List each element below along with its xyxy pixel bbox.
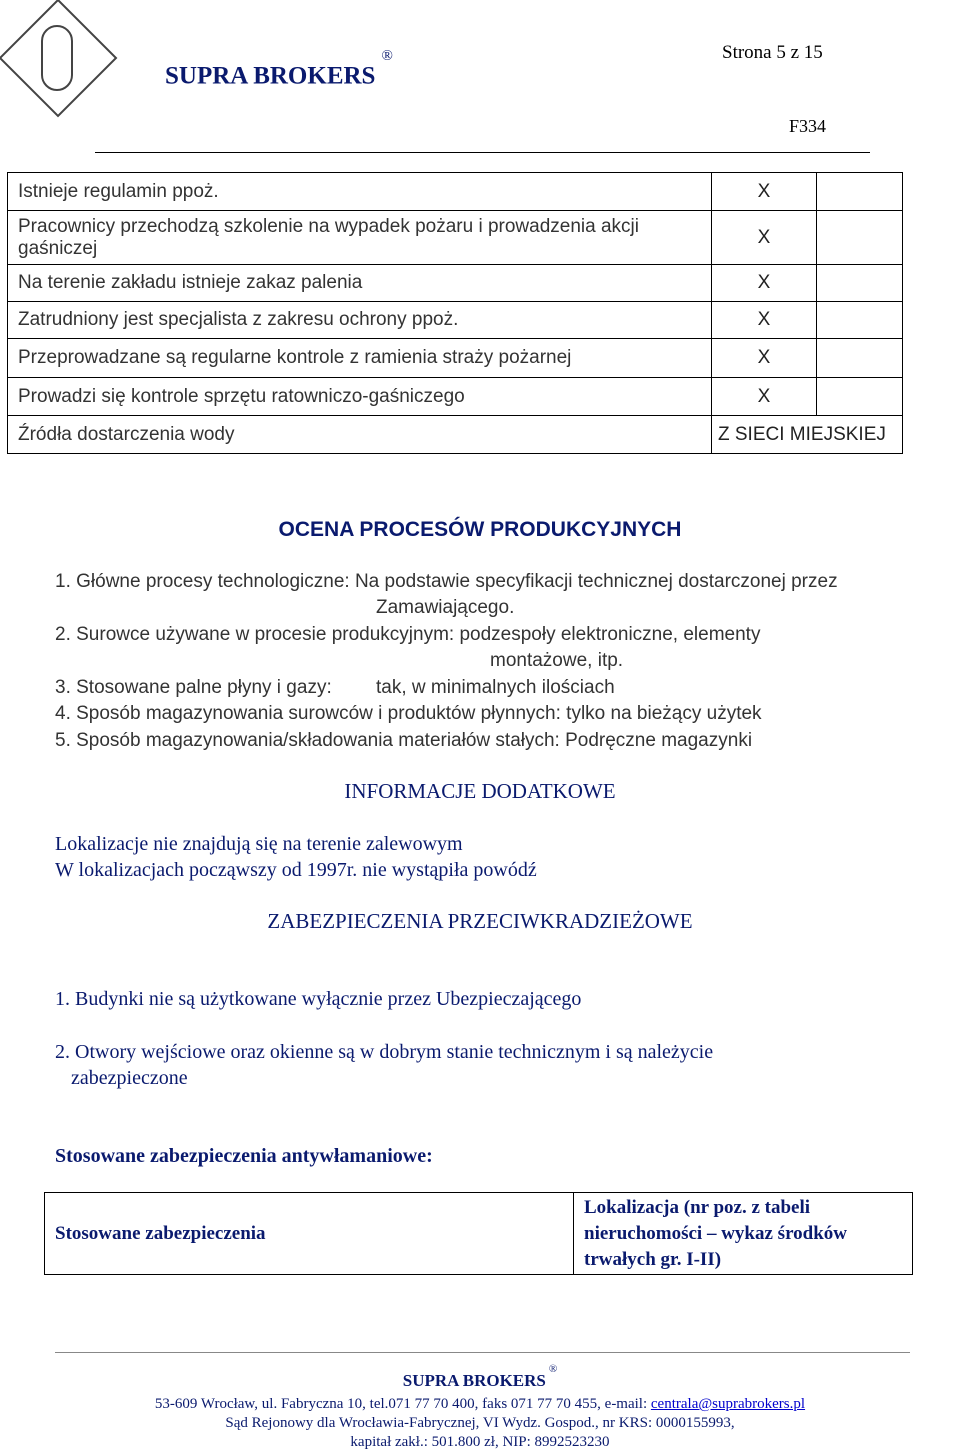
registered-mark-icon: ® xyxy=(381,48,393,64)
header-brand: SUPRA BROKERS® xyxy=(165,48,393,90)
production-item-1: 1. Główne procesy technologiczne: Na podstawie specyfikacji technicznej dostarczonej przez xyxy=(55,571,838,592)
row-question: Przeprowadzane są regularne kontrole z ramienia straży pożarnej xyxy=(8,339,712,378)
antiburglary-title: Stosowane zabezpieczenia antywłamaniowe: xyxy=(55,1145,433,1167)
production-item-2-cont: montażowe, itp. xyxy=(490,650,624,671)
row-answer: X xyxy=(712,339,817,378)
production-item-3-label: 3. Stosowane palne płyny i gazy: xyxy=(55,677,332,698)
row-question: Pracownicy przechodzą szkolenie na wypadek pożaru i prowadzenia akcji gaśniczej xyxy=(8,211,712,265)
footer-capital: kapitał zakł.: 501.800 zł, NIP: 8992523230 xyxy=(350,1434,610,1450)
theft-protection-item-2: 2. Otwory wejściowe oraz okienne są w dobrym stanie technicznym i są należycie xyxy=(55,1041,714,1063)
column-header-location xyxy=(574,1193,913,1275)
theft-protection-item-2-cont: zabezpieczone xyxy=(71,1067,188,1089)
additional-info-line-1: Lokalizacje nie znajdują się na terenie zalewowym xyxy=(55,833,463,855)
footer-court: Sąd Rejonowy dla Wrocławia-Fabrycznej, VI Wydz. Gospod., nr KRS: 0000155993, xyxy=(225,1415,735,1431)
row-question: Zatrudniony jest specjalista z zakresu ochrony ppoż. xyxy=(8,302,712,339)
footer-email-link[interactable]: centrala@suprabrokers.pl xyxy=(650,1396,806,1412)
row-answer: X xyxy=(712,378,817,416)
document-code: F334 xyxy=(789,116,827,136)
theft-protection-item-1: 1. Budynki nie są użytkowane wyłącznie przez Ubezpieczającego xyxy=(55,988,582,1010)
table-header-row xyxy=(45,1193,913,1275)
row-question: Na terenie zakładu istnieje zakaz palenia xyxy=(8,265,712,302)
production-item-4: 4. Sposób magazynowania surowców i produktów płynnych: tylko na bieżący użytek xyxy=(55,703,762,724)
row-answer: X xyxy=(712,211,817,265)
row-question: Źródła dostarczenia wody xyxy=(8,416,712,454)
row-empty-cell xyxy=(817,378,903,416)
additional-info-title: INFORMACJE DODATKOWE xyxy=(344,779,616,803)
row-empty-cell xyxy=(817,265,903,302)
row-question: Prowadzi się kontrole sprzętu ratowniczo-gaśniczego xyxy=(8,378,712,416)
page-number: Strona 5 z 15 xyxy=(722,42,823,63)
row-answer: Z SIECI MIEJSKIEJ xyxy=(712,416,903,454)
production-item-2: 2. Surowce używane w procesie produkcyjnym: podzespoły elektroniczne, elementy xyxy=(55,624,761,645)
table-row xyxy=(8,416,903,454)
production-item-1-cont: Zamawiającego. xyxy=(376,597,515,618)
row-answer: X xyxy=(712,302,817,339)
production-section-title: OCENA PROCESÓW PRODUKCYJNYCH xyxy=(278,518,682,541)
row-empty-cell xyxy=(817,302,903,339)
table-row xyxy=(8,265,903,302)
registered-mark-icon: ® xyxy=(548,1363,558,1375)
row-answer: X xyxy=(712,265,817,302)
production-item-3-value: tak, w minimalnych ilościach xyxy=(376,677,615,698)
column-header-location-line: Lokalizacja (nr poz. z tabeli xyxy=(584,1196,811,1218)
column-header-location-line: trwałych gr. I-II) xyxy=(584,1248,722,1270)
row-answer: X xyxy=(712,173,817,211)
table-row xyxy=(8,211,903,265)
table-row xyxy=(8,302,903,339)
row-empty-cell xyxy=(817,339,903,378)
company-logo-icon xyxy=(0,0,145,145)
column-header-measures: Stosowane zabezpieczenia xyxy=(45,1193,574,1275)
row-empty-cell xyxy=(817,173,903,211)
production-item-5: 5. Sposób magazynowania/składowania materiałów stałych: Podręczne magazynki xyxy=(55,730,753,751)
footer-address: 53-609 Wrocław, ul. Fabryczna 10, tel.071 77 70 400, faks 071 77 70 455, e-mail: centrala@suprabrokers.pl xyxy=(154,1396,806,1412)
additional-info-line-2: W lokalizacjach począwszy od 1997r. nie wystąpiła powódź xyxy=(55,859,537,881)
header-divider xyxy=(95,152,870,153)
table-row xyxy=(8,339,903,378)
footer-divider xyxy=(55,1352,910,1353)
footer-brand: SUPRA BROKERS® xyxy=(402,1363,558,1390)
fire-safety-table xyxy=(7,172,903,454)
column-header-location-line: nieruchomości – wykaz środków xyxy=(584,1222,848,1244)
antiburglary-table xyxy=(44,1192,913,1275)
table-row xyxy=(8,173,903,211)
theft-protection-title: ZABEZPIECZENIA PRZECIWKRADZIEŻOWE xyxy=(267,909,693,933)
row-question: Istnieje regulamin ppoż. xyxy=(8,173,712,211)
row-empty-cell xyxy=(817,211,903,265)
table-row xyxy=(8,378,903,416)
